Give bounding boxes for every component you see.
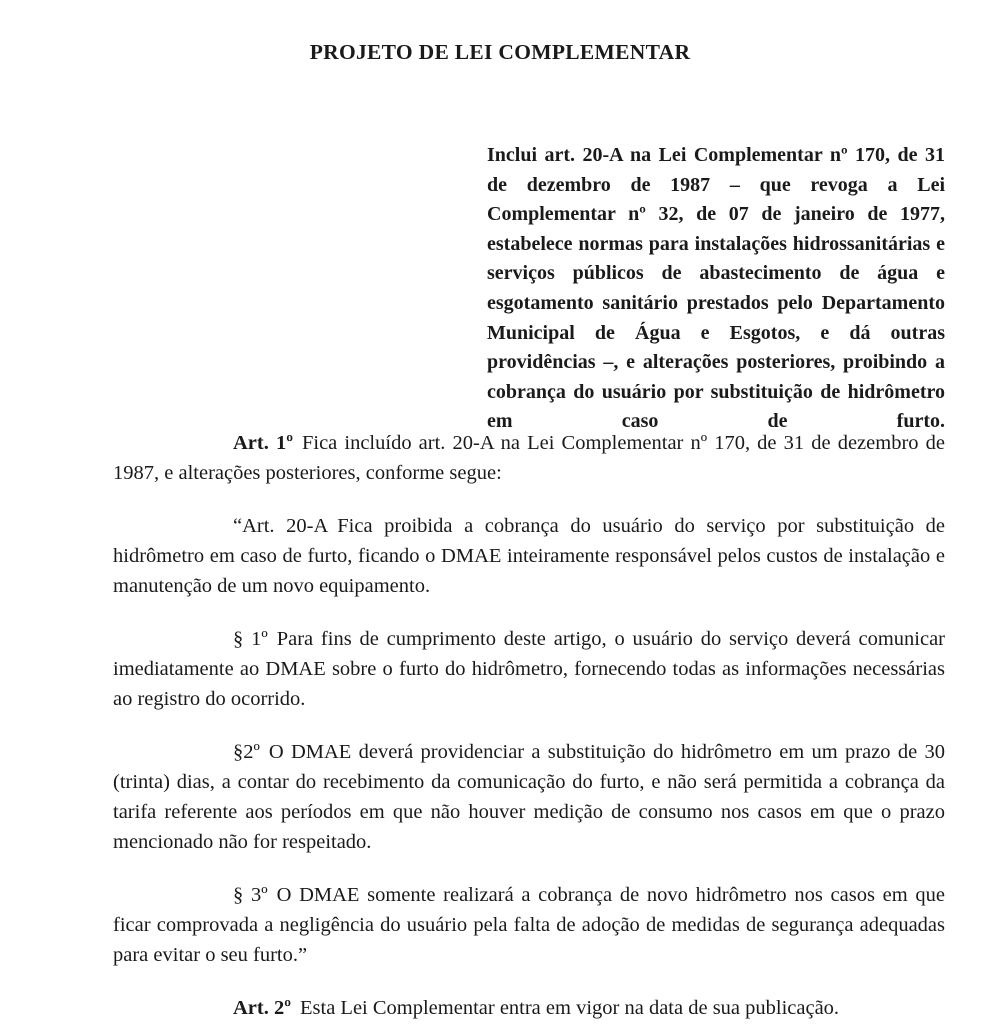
article-paragraph (113, 993, 945, 1023)
paragraph-text: Fica proibida a cobrança do usuário do serviço por substituição de hidrômetro em caso de furto, ficando o DMAE inteiramente responsável pelos custos de instalação e manutenção de um novo equipamento. (113, 515, 946, 597)
paragraph-label: Art. 2º (233, 997, 291, 1019)
article-paragraph (113, 624, 945, 714)
paragraph-label: Art. 1º (233, 432, 293, 454)
paragraph-label: §2º (233, 741, 260, 763)
article-paragraph (113, 511, 945, 601)
page-title: PROJETO DE LEI COMPLEMENTAR (309, 40, 691, 64)
paragraph-text: O DMAE deverá providenciar a substituição do hidrômetro em um prazo de 30 (trinta) dias, a contar do recebimento da comunicação do furto, e não será permitida a cobrança da tarifa referente aos períodos em que não houver medição de consumo nos casos em que o prazo mencionado não for respeitado. (113, 741, 945, 853)
paragraph-label: § 3º (233, 884, 268, 906)
document-body (113, 428, 945, 1023)
article-paragraph (113, 737, 945, 857)
paragraph-label: “Art. 20-A (233, 515, 329, 537)
paragraph-text: Para fins de cumprimento deste artigo, o usuário do serviço deverá comunicar imediatamente ao DMAE sobre o furto do hidrômetro, fornecendo todas as informações necessárias ao registro do ocorrido. (113, 628, 946, 710)
paragraph-text: O DMAE somente realizará a cobrança de novo hidrômetro nos casos em que ficar comprovada a negligência do usuário pela falta de adoção de medidas de segurança adequadas para evitar o seu furto.” (113, 884, 945, 966)
article-paragraph (113, 428, 945, 488)
article-paragraph (113, 880, 945, 970)
paragraph-text: Esta Lei Complementar entra em vigor na data de sua publicação. (300, 997, 840, 1019)
ementa-summary-block: Inclui art. 20-A na Lei Complementar nº 170, de 31 de dezembro de 1987 – que revoga a Lei Complementar nº 32, de 07 de janeiro de 1977, estabelece normas para instalações hidrossanitárias e serviços públicos de abastecimento de água e esgotamento sanitário prestados pelo Departamento Municipal de Água e Esgotos, e dá outras providências –, e alterações posteriores, proibindo a cobrança do usuário por substituição de hidrômetro em caso de furto. (487, 144, 945, 433)
paragraph-text: Fica incluído art. 20-A na Lei Complementar nº 170, de 31 de dezembro de 1987, e alterações posteriores, conforme segue: (113, 432, 945, 484)
paragraph-label: § 1º (233, 628, 268, 650)
